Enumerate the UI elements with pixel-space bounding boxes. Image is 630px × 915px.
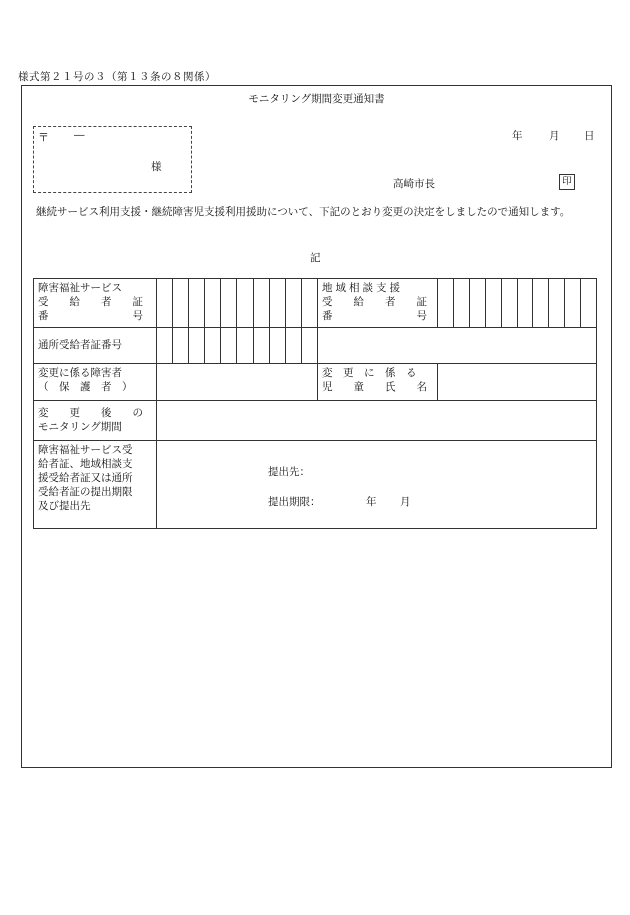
label-line: 変 更 後 の — [38, 407, 143, 419]
blank-cell — [318, 328, 597, 364]
label-line: 変 更 に 係 る — [322, 367, 417, 379]
label-line: 変更に係る障害者 — [38, 367, 122, 379]
deadline-year: 年 — [366, 496, 377, 508]
cell-day-cert-label: 通所受給者証番号 — [34, 328, 157, 364]
label-line: 受 給 者 証 — [322, 296, 427, 308]
consult-cert-number-field[interactable] — [438, 279, 597, 328]
label-line: 番 号 — [322, 310, 427, 322]
table-row — [34, 401, 597, 441]
label-line: 及び提出先 — [38, 500, 91, 512]
cell-child-label — [318, 364, 438, 401]
date-day: 日 — [584, 130, 595, 142]
cell-consult-cert-label — [318, 279, 438, 328]
label-line: 給者証、地域相談支 — [38, 458, 133, 470]
seal-stamp: 印 — [559, 174, 575, 190]
label-line: 番 号 — [38, 310, 143, 322]
monitoring-period-field[interactable] — [157, 401, 597, 441]
deadline-label: 提出期限： — [268, 496, 321, 508]
form-number: 様式第２１号の３（第１３条の８関係） — [18, 71, 216, 83]
label-line: 受 給 者 証 — [38, 296, 143, 308]
label-line: 地域相談支援 — [322, 282, 403, 294]
cell-period-label — [34, 401, 157, 441]
cell-guardian-label — [34, 364, 157, 401]
address-box[interactable] — [33, 126, 192, 193]
label-line: 障害福祉サービス受 — [38, 444, 133, 456]
notice-body: 継続サービス利用支援・継続障害児支援利用援助について、下記のとおり変更の決定をしましたので通知します。 — [36, 206, 571, 218]
label-line: 児 童 氏 名 — [322, 381, 427, 393]
document-title: モニタリング期間変更通知書 — [248, 93, 385, 105]
label-line: 障害福祉サービス — [38, 282, 122, 294]
postal-dash: ― — [74, 129, 85, 141]
label-line: モニタリング期間 — [38, 421, 122, 433]
issuer-name: 高崎市長 — [393, 178, 435, 190]
table-row — [34, 279, 597, 328]
submission-field[interactable] — [157, 441, 597, 529]
date-year: 年 — [512, 130, 523, 142]
ki-heading: 記 — [310, 252, 321, 264]
table-row — [34, 328, 597, 364]
deadline-month: 月 — [400, 496, 411, 508]
guardian-name-field[interactable] — [157, 364, 318, 401]
table-row — [34, 364, 597, 401]
submit-to-label: 提出先： — [268, 466, 310, 478]
service-cert-number-field[interactable] — [157, 279, 318, 328]
form-table — [33, 278, 597, 529]
child-name-field[interactable] — [438, 364, 597, 401]
postal-mark: 〒 — [38, 131, 49, 144]
cell-service-cert-label — [34, 279, 157, 328]
table-row — [34, 441, 597, 529]
honorific-sama: 様 — [151, 161, 162, 173]
date-month: 月 — [549, 130, 560, 142]
label-line: 援受給者証又は通所 — [38, 472, 133, 484]
day-cert-number-field[interactable] — [157, 328, 318, 364]
cell-submission-label — [34, 441, 157, 529]
label-line: （ 保 護 者 ） — [38, 381, 133, 393]
label-line: 受給者証の提出期限 — [38, 486, 133, 498]
